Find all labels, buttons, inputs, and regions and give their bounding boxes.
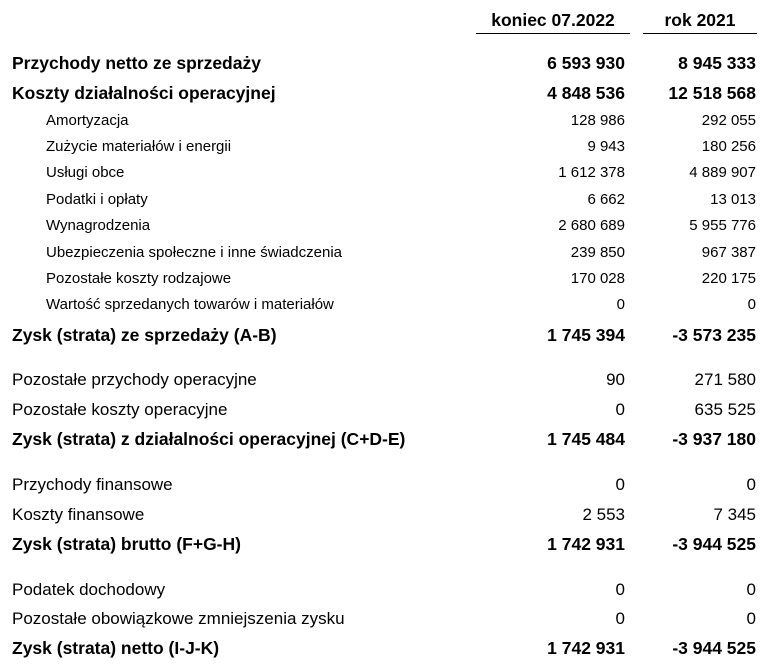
row-value-2022: 4 848 536 bbox=[547, 83, 625, 103]
row-koszty-dzialalnosci bbox=[0, 80, 765, 106]
row-label: Zysk (strata) brutto (F+G-H) bbox=[12, 534, 241, 554]
row-value-2021: 4 889 907 bbox=[689, 164, 756, 181]
row-value-2022: 0 bbox=[615, 475, 625, 494]
row-value-2021: -3 944 525 bbox=[672, 638, 756, 658]
row-label: Pozostałe obowiązkowe zmniejszenia zysku bbox=[12, 609, 345, 628]
row-value-2021: 0 bbox=[746, 609, 756, 628]
row-value-2022: 1 745 394 bbox=[547, 325, 625, 345]
row-pozostale-koszty-rodzajowe bbox=[0, 266, 765, 292]
row-value-2021: 8 945 333 bbox=[678, 53, 756, 73]
row-value-2022: 6 662 bbox=[587, 191, 625, 208]
row-zuzycie-materialow bbox=[0, 134, 765, 160]
row-value-2022: 6 593 930 bbox=[547, 53, 625, 73]
row-przychody-finansowe bbox=[0, 472, 765, 498]
row-zysk-netto bbox=[0, 635, 765, 661]
row-wartosc-sprzedanych-towarow bbox=[0, 292, 765, 318]
row-value-2022: 170 028 bbox=[570, 270, 625, 287]
row-zysk-ze-sprzedazy bbox=[0, 322, 765, 348]
row-ubezpieczenia-spoleczne bbox=[0, 240, 765, 266]
row-value-2021: 0 bbox=[746, 580, 756, 599]
row-value-2022: 1 745 484 bbox=[547, 429, 625, 449]
row-value-2021: 7 345 bbox=[713, 505, 756, 524]
row-zysk-brutto bbox=[0, 531, 765, 557]
row-value-2021: 13 013 bbox=[710, 191, 756, 208]
row-value-2022: 0 bbox=[615, 580, 625, 599]
column-header-underline-2021 bbox=[643, 33, 757, 34]
row-pozostale-koszty-operacyjne bbox=[0, 397, 765, 423]
row-value-2021: 180 256 bbox=[701, 138, 756, 155]
row-label: Zysk (strata) netto (I-J-K) bbox=[12, 638, 220, 658]
row-label: Usługi obce bbox=[46, 164, 125, 181]
row-value-2022: 239 850 bbox=[570, 244, 625, 261]
row-value-2021: -3 937 180 bbox=[672, 429, 756, 449]
row-przychody-netto bbox=[0, 50, 765, 76]
row-value-2021: 220 175 bbox=[701, 270, 756, 287]
row-label: Przychody netto ze sprzedaży bbox=[12, 53, 261, 73]
row-value-2021: 292 055 bbox=[701, 112, 756, 129]
row-value-2022: 0 bbox=[615, 400, 625, 419]
row-wynagrodzenia bbox=[0, 213, 765, 239]
row-label: Przychody finansowe bbox=[12, 475, 173, 494]
row-value-2021: 12 518 568 bbox=[668, 83, 756, 103]
row-label: Podatki i opłaty bbox=[46, 191, 148, 208]
row-value-2021: 0 bbox=[747, 296, 756, 313]
row-label: Koszty działalności operacyjnej bbox=[12, 83, 276, 103]
row-label: Ubezpieczenia społeczne i inne świadczenia bbox=[46, 244, 343, 261]
row-uslugi-obce bbox=[0, 160, 765, 186]
row-value-2021: 271 580 bbox=[694, 370, 756, 389]
column-header-underline-2022 bbox=[476, 33, 630, 34]
row-label: Wynagrodzenia bbox=[46, 217, 151, 234]
row-amortyzacja bbox=[0, 108, 765, 134]
row-value-2022: 128 986 bbox=[570, 112, 625, 129]
row-label: Amortyzacja bbox=[46, 112, 129, 129]
row-pozostale-obowiazkowe-zmniejszenia bbox=[0, 606, 765, 632]
row-value-2021: -3 944 525 bbox=[672, 534, 756, 554]
row-value-2022: 0 bbox=[615, 609, 625, 628]
row-value-2022: 1 612 378 bbox=[558, 164, 625, 181]
row-label: Zużycie materiałów i energii bbox=[46, 138, 232, 155]
row-value-2021: -3 573 235 bbox=[672, 325, 756, 345]
row-value-2022: 2 553 bbox=[582, 505, 625, 524]
row-podatki-i-oplaty bbox=[0, 187, 765, 213]
row-zysk-z-dzialalnosci-operacyjnej bbox=[0, 426, 765, 452]
row-value-2022: 9 943 bbox=[587, 138, 625, 155]
row-value-2021: 0 bbox=[746, 475, 756, 494]
row-label: Zysk (strata) ze sprzedaży (A-B) bbox=[12, 325, 277, 345]
column-header-period-2022: koniec 07.2022 bbox=[491, 10, 615, 30]
row-label: Zysk (strata) z działalności operacyjnej (C+D-E) bbox=[12, 429, 406, 449]
row-value-2021: 635 525 bbox=[694, 400, 756, 419]
row-label: Pozostałe koszty rodzajowe bbox=[46, 270, 232, 287]
row-pozostale-przychody-operacyjne bbox=[0, 367, 765, 393]
row-label: Pozostałe koszty operacyjne bbox=[12, 400, 228, 419]
row-value-2021: 967 387 bbox=[701, 244, 756, 261]
row-value-2022: 1 742 931 bbox=[547, 638, 625, 658]
row-koszty-finansowe bbox=[0, 502, 765, 528]
row-label: Koszty finansowe bbox=[12, 505, 145, 524]
row-podatek-dochodowy bbox=[0, 577, 765, 603]
row-label: Wartość sprzedanych towarów i materiałów bbox=[46, 296, 334, 313]
row-value-2022: 2 680 689 bbox=[558, 217, 625, 234]
row-value-2021: 5 955 776 bbox=[689, 217, 756, 234]
column-header-year-2021: rok 2021 bbox=[664, 10, 736, 30]
row-label: Pozostałe przychody operacyjne bbox=[12, 370, 257, 389]
row-value-2022: 1 742 931 bbox=[547, 534, 625, 554]
row-label: Podatek dochodowy bbox=[12, 580, 166, 599]
row-value-2022: 0 bbox=[616, 296, 625, 313]
row-value-2022: 90 bbox=[606, 370, 625, 389]
